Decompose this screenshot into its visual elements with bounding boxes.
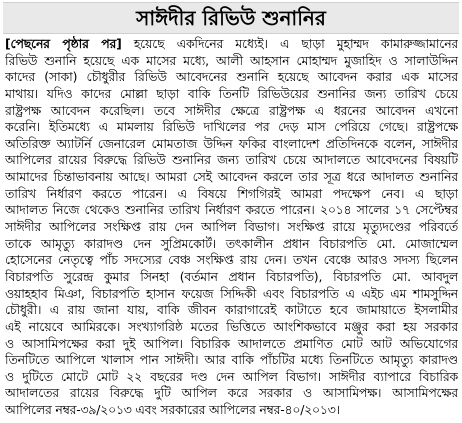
article-line: তারিখ নির্ধারণ করতে পারেন। এ বিষয়ে শিগগিরই আমরা পদক্ষেপ নেব। এ ছাড়া bbox=[5, 185, 458, 201]
article-line: রিভিউ শুনানি হয়েছে এক মাসের মধ্যে, আলী আহসান মোহাম্মদ মুজাহিদ ও সালাউদ্দিন bbox=[5, 52, 458, 68]
headline: সাঈদীর রিভিউ শুনানির bbox=[136, 6, 326, 30]
article-line bbox=[5, 36, 458, 53]
article-line: করেনি। ইতিমধ্যে এ মামলায় রিভিউ দাখিলের পর দেড় মাস পেরিয়ে গেছে। রাষ্ট্রপক্ষে bbox=[5, 119, 458, 135]
headline-band bbox=[3, 2, 459, 34]
article-line: এই নায়েবে আমিরকে। সংখ্যাগরিষ্ঠ মতের ভিত্তিতে আংশিকভাবে মঞ্জুর করা হয় সরকার bbox=[5, 318, 458, 334]
article-line: রাষ্ট্রপক্ষ আবেদন করেছিল। তবে সাঈদীর ক্ষেত্রে রাষ্ট্রপক্ষ এ ধরনের আবেদন এখনো bbox=[5, 102, 458, 118]
article-line: অতিরিক্ত অ্যাটর্নি জেনারেল মোমতাজ উদ্দিন ফকির বাংলাদেশ প্রতিদিনকে বলেন, সাঈদীর bbox=[5, 135, 458, 151]
continued-marker: [পেছনের পৃষ্ঠার পর] bbox=[5, 36, 122, 51]
article-line: বিচারপতি সুরেন্দ্র কুমার সিনহা (বর্তমান প্রধান বিচারপতি), বিচারপতি মো. আবদুল bbox=[5, 268, 458, 284]
article-line: ওয়াহহাব মিঞা, বিচারপতি হাসান ফয়েজ সিদ্দিকী এবং বিচারপতি এ এইচ এম শামসুদ্দিন bbox=[5, 285, 458, 301]
article-line: আপিলের নম্বর-৩৯/২০১৩ এবং সরকারের আপিলের নম্বর-৪০/২০১৩। bbox=[5, 402, 340, 418]
article-line-text: হয়েছে একদিনের মধ্যেই। এ ছাড়া মুহাম্মদ কামারুজ্জামানের bbox=[121, 36, 458, 51]
article-line: চৌধুরী। এ রায় জানা যায়, বাকি জীবন কারাগারেই কাটাতে হবে জামায়াতে ইসলামীর bbox=[5, 302, 458, 318]
article-line: হোসেনের নেতৃত্বে পাঁচ সদস্যের বেঞ্চ সংক্ষিপ্ত রায় দেন। তখন বেঞ্চে আরও সদস্য ছিলেন bbox=[5, 252, 458, 268]
article-line: ও আসামিপক্ষের করা দুই আপিল। বিচারিক আদালতে প্রমাণিত মোট আট অভিযোগের bbox=[5, 335, 458, 351]
article-line: তাকে আমৃত্যু কারাদণ্ড দেন সুপ্রিমকোর্ট। তৎকালীন প্রধান বিচারপতি মো. মোজাম্মেল bbox=[5, 235, 458, 251]
article-line: সাঈদীর আপিলের সংক্ষিপ্ত রায় দেন আপিল বিভাগ। সংক্ষিপ্ত রায়ে মৃত্যুদণ্ডের পরিবর্তে bbox=[5, 219, 458, 235]
article-line: ও দুটিতে মোটে মোট ২২ বছরের দণ্ড দেন আপিল বিভাগ। সাঈদীর ব্যাপারে বিচারিক bbox=[5, 368, 458, 384]
article-line: তিনটিতে আপিলে খালাস পান সাঈদী। আর বাকি পাঁচটির মধ্যে তিনটিতে আমৃত্যু কারাদণ্ড bbox=[5, 352, 458, 368]
article-line: আদালত নিজে থেকেও শুনানির তারিখ নির্ধারণ করতে পারেন। ২০১৪ সালের ১৭ সেপ্টেম্বর bbox=[5, 202, 458, 218]
article-line: মাথায়। যদিও কাদের মোল্লা ছাড়া বাকি তিনটি রিভিউয়ের শুনানির জন্য তারিখ চেয়ে bbox=[5, 85, 458, 101]
article-body bbox=[5, 36, 458, 420]
article-line: কাদের (সাকা) চৌধুরীর রিভিউ আবেদনের শুনানি হয়েছে আবেদন করার এক মাসের bbox=[5, 69, 458, 85]
article-line: আমাদের চিন্তাভাবনায় আছে। আমরা সেই আবেদন করলে তার সূত্র ধরে আদালত শুনানির bbox=[5, 169, 458, 185]
article-line: আপিলের রায়ের বিরুদ্ধে রিভিউ শুনানির জন্য তারিখ চেয়ে আদালতে আবেদনের বিষয়টি bbox=[5, 152, 458, 168]
article-line: আদালতের রায়ের বিরুদ্ধে দুটি আপিল করে সরকার ও আসামিপক্ষ। আসামিপক্ষের bbox=[5, 385, 458, 401]
